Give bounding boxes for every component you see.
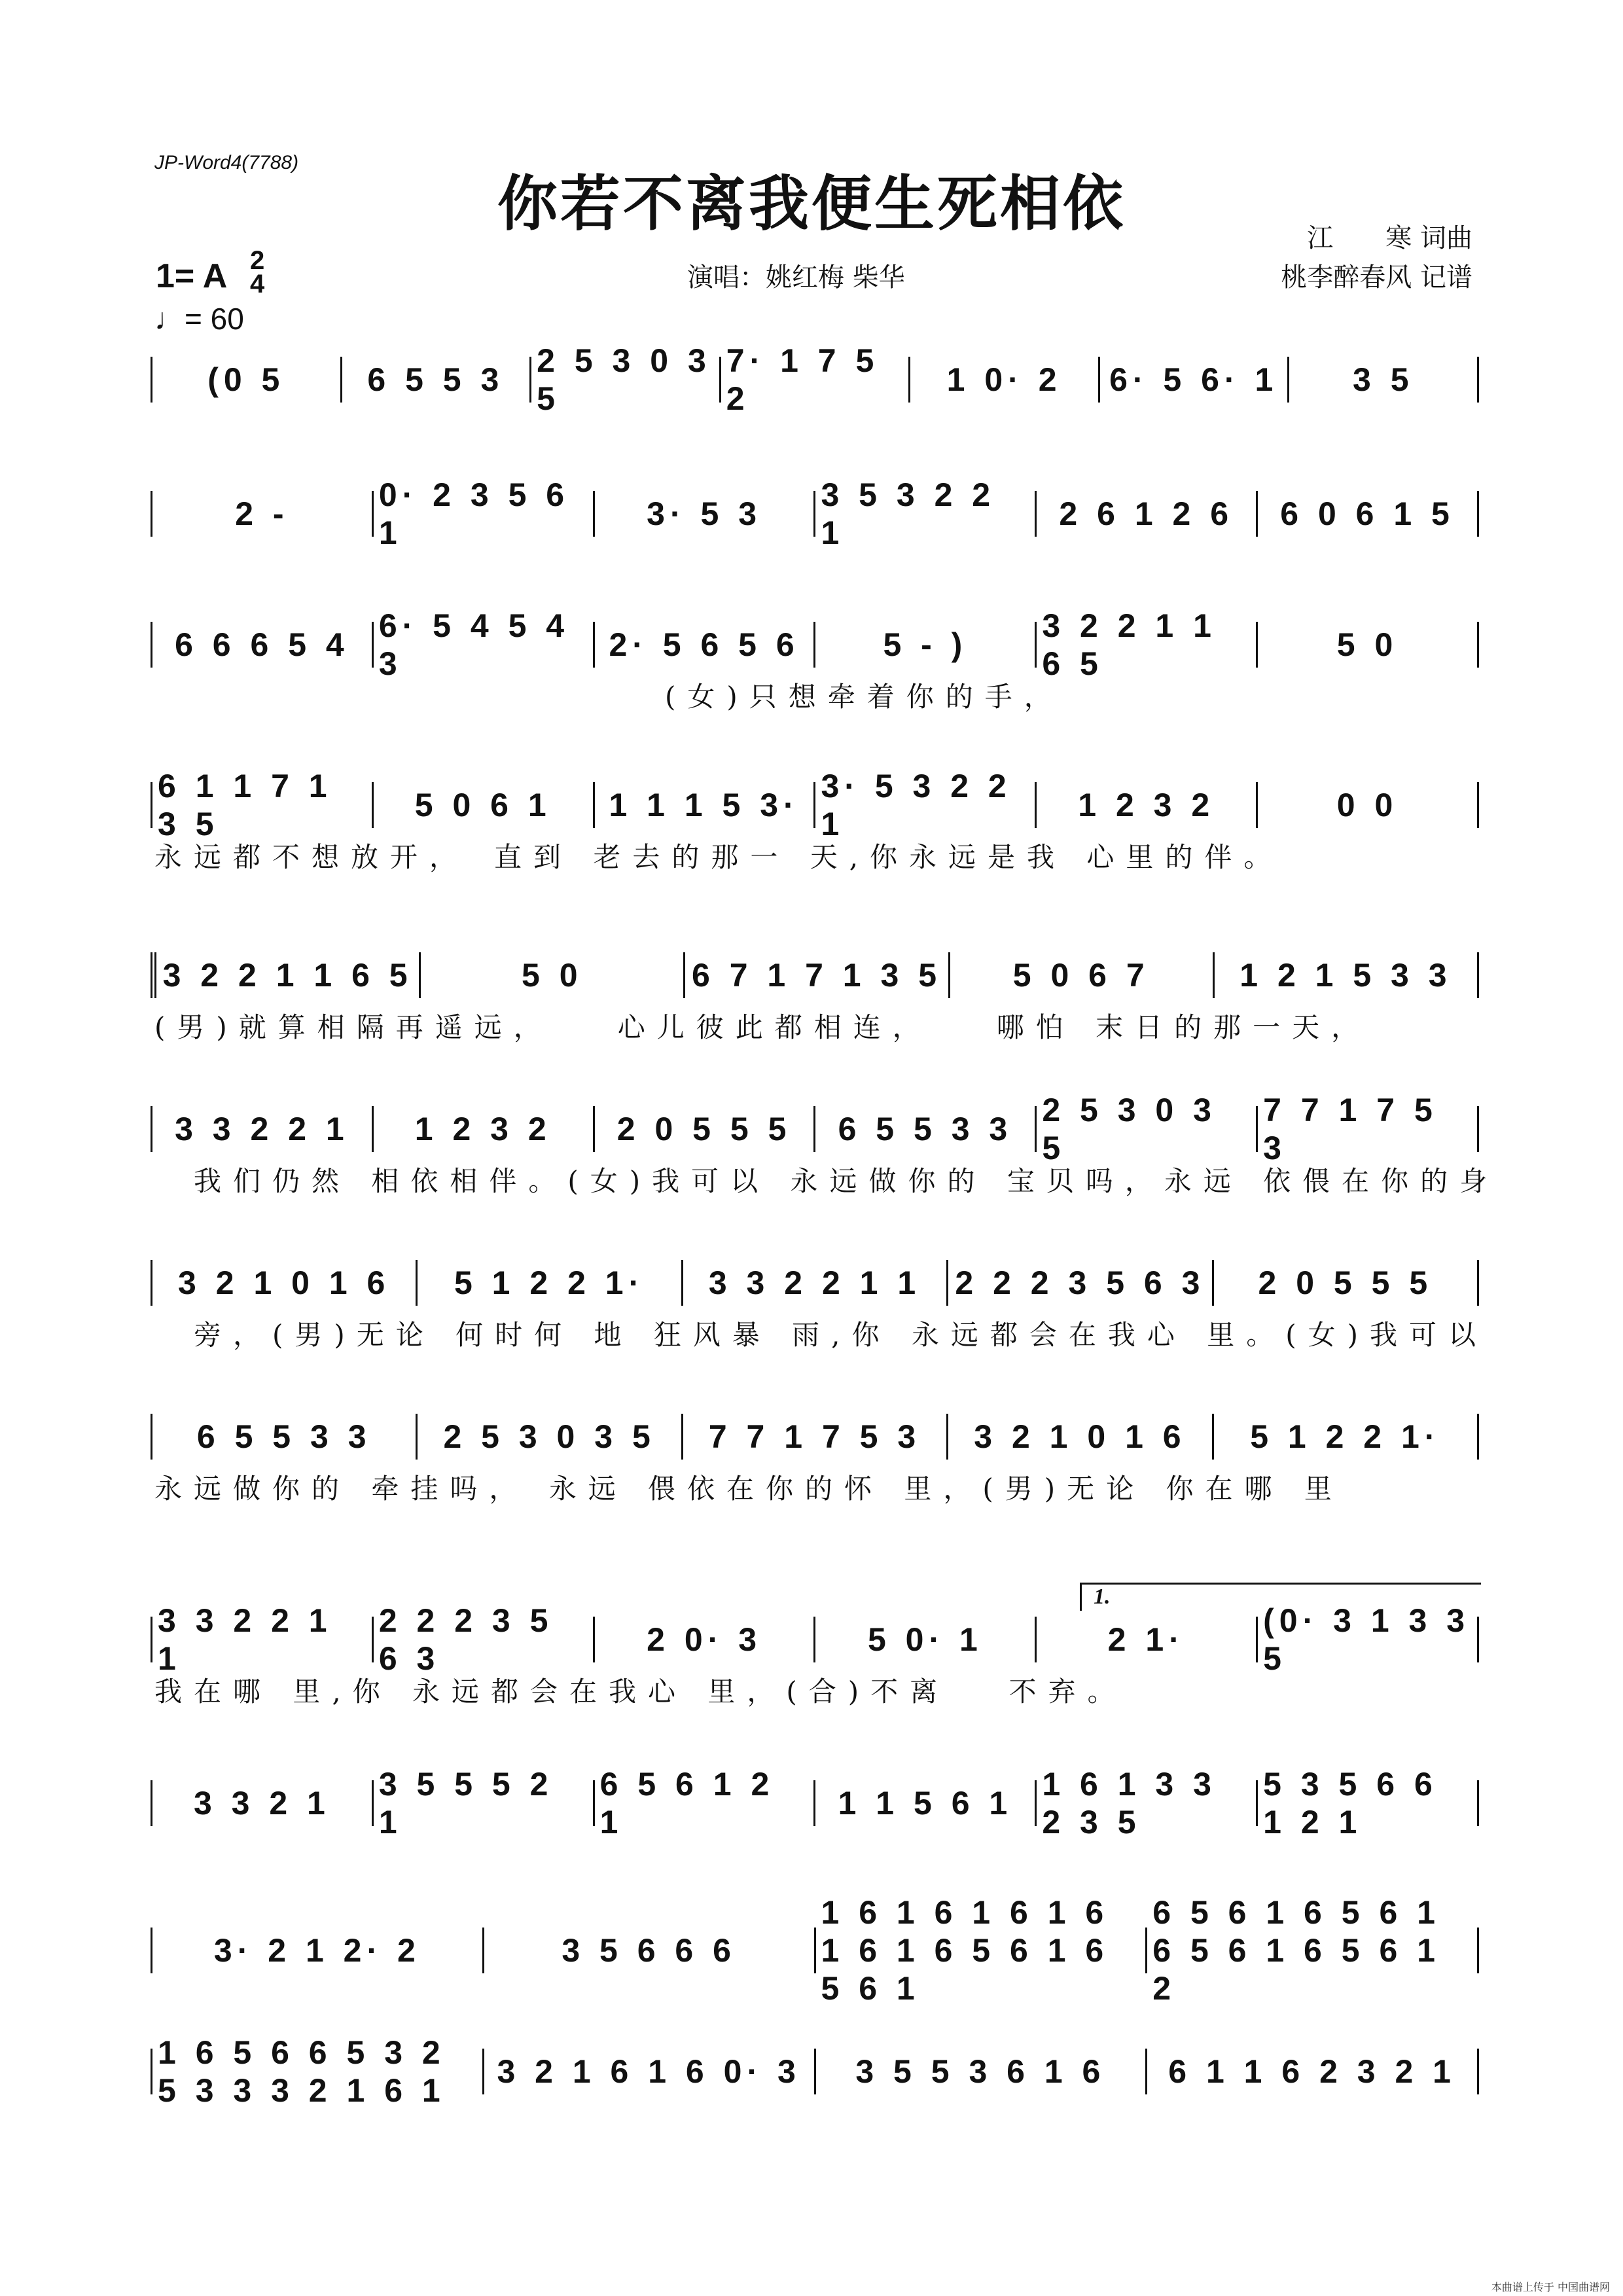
measure: 3· 5 3 2 2 1 xyxy=(815,782,1037,828)
measure: 2 5 3 0 3 5 xyxy=(1037,1106,1258,1152)
measure: 2 2 2 3 5 6 3 xyxy=(948,1260,1213,1306)
lyric-line: 我在哪 里,你 永远都会在我心 里，(合)不离 不弃。 xyxy=(154,1676,1127,1708)
measure: 6 1 1 7 1 3 5 xyxy=(151,782,374,828)
staff-row xyxy=(151,1602,1479,1677)
measure: 5 0 xyxy=(421,952,685,998)
measure: 1 1 5 6 1 xyxy=(815,1780,1037,1826)
measure: 7 7 1 7 5 3 xyxy=(683,1414,948,1460)
measure: 3 3 2 2 1 1 xyxy=(683,1260,948,1306)
time-sig-top: 2 xyxy=(250,246,265,275)
measure: 3 3 2 1 xyxy=(151,1780,374,1826)
measure: 2 0 5 5 5 xyxy=(595,1106,816,1152)
measure: 3 5 xyxy=(1289,357,1479,403)
measure: 3 5 5 3 6 1 6 xyxy=(816,2049,1148,2094)
measure: 5 1 2 2 1· xyxy=(418,1260,683,1306)
volta-label: 1. xyxy=(1094,1585,1111,1609)
measure: 6 5 5 3 3 xyxy=(815,1106,1037,1152)
measure: 3 2 1 0 1 6 xyxy=(151,1260,418,1306)
measure: 3 3 2 2 1 xyxy=(151,1106,374,1152)
measure: 2 5 3 0 3 5 xyxy=(418,1414,683,1460)
measure: 3 2 1 6 1 6 0· 3 xyxy=(484,2049,816,2094)
measure: (0· 3 1 3 3 5 xyxy=(1258,1617,1479,1662)
measure: 2 2 2 3 5 6 3 xyxy=(374,1617,595,1662)
measure: 7· 1 7 5 2 xyxy=(721,357,911,403)
lyric-line: 我们仍然 相依相伴。(女)我可以 永远做你的 宝贝吗，永远 依偎在你的身 xyxy=(154,1165,1499,1197)
measure: 3 5 3 2 2 1 xyxy=(815,491,1037,537)
lyric-line: 永远做你的 牵挂吗， 永远 偎依在你的怀 里，(男)无论 你在哪 里 xyxy=(154,1473,1344,1505)
measure: 6 6 6 5 4 xyxy=(151,622,374,668)
measure: 3 5 5 5 2 1 xyxy=(374,1780,595,1826)
staff-row xyxy=(151,607,1479,682)
measure: 6· 5 6· 1 xyxy=(1100,357,1290,403)
measure: 1 6 1 3 3 2 3 5 xyxy=(1037,1780,1258,1826)
staff-row xyxy=(151,2034,1479,2109)
measure: 0· 2 3 5 6 1 xyxy=(374,491,595,537)
measure: 6 5 5 3 3 xyxy=(151,1414,418,1460)
tempo-marking: ♩= 60 xyxy=(154,302,244,336)
transcriber-credit: 桃李醉春风 记谱 xyxy=(1281,262,1472,293)
measure: 6 1 1 6 2 3 2 1 xyxy=(1147,2049,1479,2094)
measure: 2 5 3 0 3 5 xyxy=(531,357,721,403)
measure: 5 1 2 2 1· xyxy=(1214,1414,1479,1460)
lyric-line: 永远都不想放开， 直到 老去的那一 天,你永远是我 心里的伴。 xyxy=(154,841,1283,873)
measure: 1 6 1 6 1 6 1 6 1 6 1 6 5 6 1 6 5 6 1 xyxy=(816,1928,1148,1973)
measure: 1 6 5 6 6 5 3 2 5 3 3 3 2 1 6 1 xyxy=(151,2049,484,2094)
measure: 6 5 6 1 2 1 xyxy=(595,1780,816,1826)
measure: 7 7 1 7 5 3 xyxy=(1258,1106,1479,1152)
measure: 1 1 1 5 3· xyxy=(595,782,816,828)
measure: 2 1· xyxy=(1037,1617,1258,1662)
staff-row xyxy=(151,1092,1479,1166)
measure: 6 0 6 1 5 xyxy=(1258,491,1479,537)
lyric-line: (女)只想牵着你的手， xyxy=(154,681,1063,713)
staff-row xyxy=(151,952,1479,998)
measure: 3 3 2 2 1 1 xyxy=(151,1617,374,1662)
measure: 1 2 3 2 xyxy=(1037,782,1258,828)
measure: 6 5 6 1 6 5 6 1 6 5 6 1 6 5 6 1 2 xyxy=(1147,1928,1479,1973)
measure: (0 5 xyxy=(151,357,342,403)
measure: 1 0· 2 xyxy=(910,357,1100,403)
measure: 6· 5 4 5 4 3 xyxy=(374,622,595,668)
measure: 3· 2 1 2· 2 xyxy=(151,1928,484,1973)
measure: 2 6 1 2 6 xyxy=(1037,491,1258,537)
composer-credit: 江 寒 词曲 xyxy=(1307,223,1472,253)
measure: 1 2 1 5 3 3 xyxy=(1215,952,1479,998)
time-signature xyxy=(250,246,265,298)
staff-row xyxy=(151,1414,1479,1460)
singers-label: 演唱：姚红梅 柴华 xyxy=(687,262,905,293)
staff-row xyxy=(151,1894,1479,2007)
staff-row xyxy=(151,342,1479,417)
measure: 6 5 5 3 xyxy=(342,357,532,403)
page-title: 你若不离我便生死相依 xyxy=(497,169,1126,239)
measure: 5 0 xyxy=(1258,622,1479,668)
measure: 3 2 1 0 1 6 xyxy=(948,1414,1213,1460)
volta-bracket xyxy=(1080,1583,1481,1611)
measure: 1 2 3 2 xyxy=(374,1106,595,1152)
measure: 5 0· 1 xyxy=(815,1617,1037,1662)
staff-row xyxy=(151,476,1479,551)
measure: 2 - xyxy=(151,491,374,537)
measure: 3 2 2 1 1 6 5 xyxy=(151,952,421,998)
footer-watermark: 本曲谱上传于 中国曲谱网 xyxy=(1491,2281,1610,2293)
measure: 3 2 2 1 1 6 5 xyxy=(1037,622,1258,668)
measure: 6 7 1 7 1 3 5 xyxy=(685,952,950,998)
measure: 3 5 6 6 6 xyxy=(484,1928,816,1973)
lyric-line: 旁，(男)无论 何时何 地 狂风暴 雨,你 永远都会在我心 里。(女)我可以 xyxy=(154,1319,1488,1351)
measure: 0 0 xyxy=(1258,782,1479,828)
measure: 2 0· 3 xyxy=(595,1617,816,1662)
staff-row xyxy=(151,1766,1479,1840)
time-sig-bottom: 4 xyxy=(250,270,265,298)
measure: 3· 5 3 xyxy=(595,491,816,537)
lyric-line: (男)就算相隔再遥远， 心儿彼此都相连， 哪怕 末日的那一天， xyxy=(154,1011,1371,1043)
measure: 5 3 5 6 6 1 2 1 xyxy=(1258,1780,1479,1826)
measure: 5 0 6 1 xyxy=(374,782,595,828)
measure: 5 - ) xyxy=(815,622,1037,668)
measure: 2· 5 6 5 6 xyxy=(595,622,816,668)
measure: 5 0 6 7 xyxy=(950,952,1215,998)
staff-row xyxy=(151,1260,1479,1306)
staff-row xyxy=(151,768,1479,842)
key-signature: 1= A xyxy=(156,257,228,295)
measure: 2 0 5 5 5 xyxy=(1214,1260,1479,1306)
software-label: JP-Word4(7788) xyxy=(154,152,299,173)
